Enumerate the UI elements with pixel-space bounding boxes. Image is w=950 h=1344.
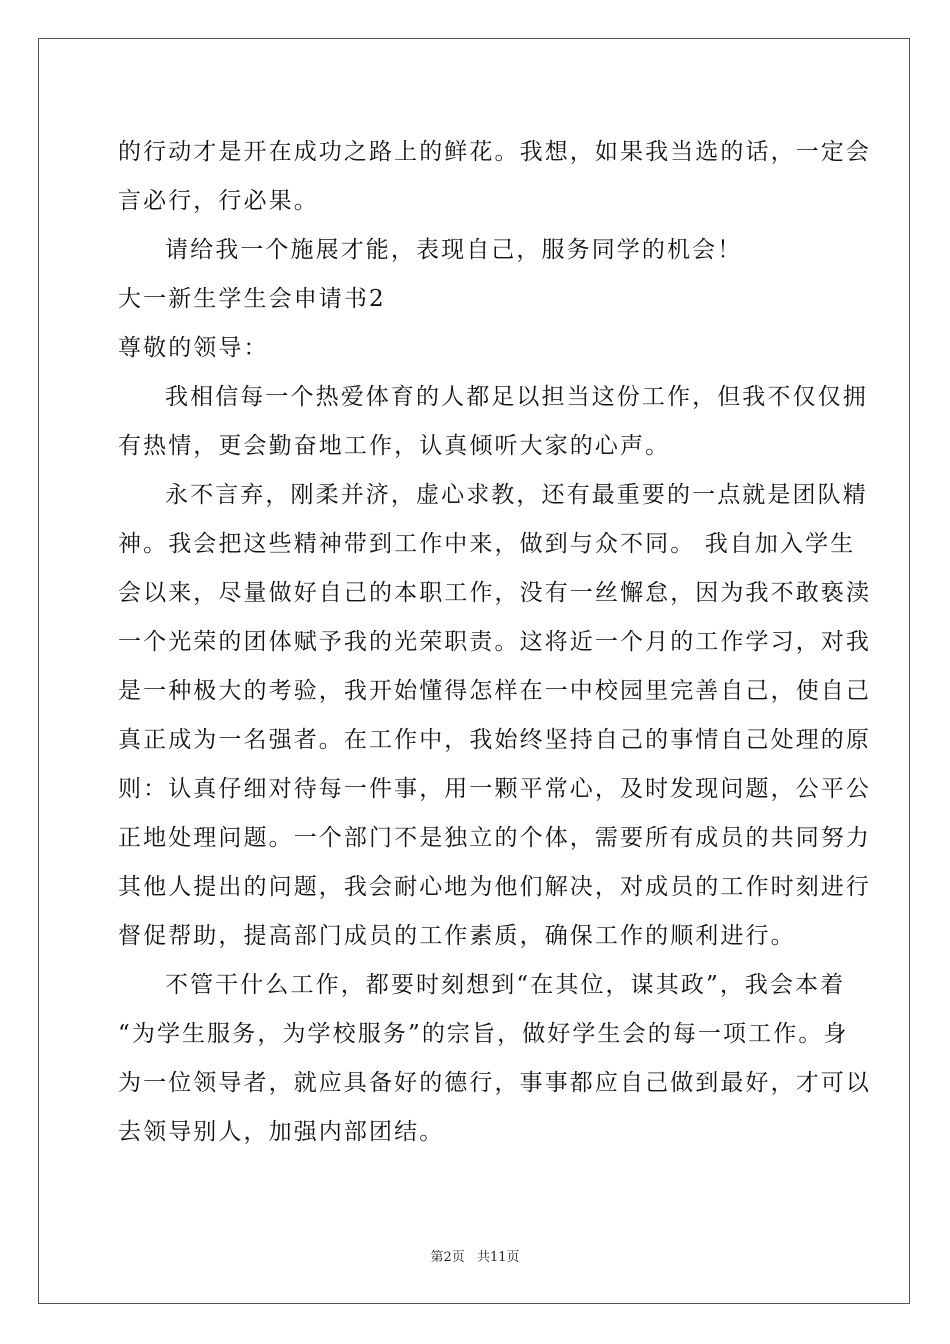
text-line: 为一位领导者，就应具备好的德行，事事都应自己做到最好，才可以 [118, 1070, 871, 1096]
page-footer [0, 1246, 950, 1265]
text-line: 真正成为一名强者。在工作中，我始终坚持自己的事情自己处理的原 [118, 727, 871, 753]
text-line: “为学生服务，为学校服务”的宗旨，做好学生会的每一项工作。身 [118, 1021, 849, 1047]
text-line: 是一种极大的考验，我开始懂得怎样在一中校园里完善自己，使自己 [118, 678, 871, 704]
text-line: 其他人提出的问题，我会耐心地为他们解决，对成员的工作时刻进行 [118, 874, 871, 900]
document-body [118, 128, 871, 1157]
section-title: 大一新生学生会申请书2 [118, 286, 386, 312]
text-line: 言必行，行必果。 [118, 188, 319, 214]
text-line: 会以来，尽量做好自己的本职工作，没有一丝懈怠，因为我不敢亵渎 [118, 580, 871, 606]
text-line: 的行动才是开在成功之路上的鲜花。我想，如果我当选的话，一定会 [118, 139, 871, 165]
salutation: 尊敬的领导： [118, 335, 269, 361]
paragraph-start: 永不言弃，刚柔并济，虚心求教，还有最重要的一点就是团队精 [165, 482, 868, 508]
page-number: 第2页 [430, 1250, 465, 1265]
page-total: 共11页 [476, 1250, 520, 1265]
text-line: 去领导别人，加强内部团结。 [118, 1119, 445, 1145]
paragraph-start: 请给我一个施展才能，表现自己，服务同学的机会！ [165, 237, 743, 263]
text-line: 一个光荣的团体赋予我的光荣职责。这将近一个月的工作学习，对我 [118, 629, 871, 655]
text-line: 正地处理问题。一个部门不是独立的个体，需要所有成员的共同努力 [118, 825, 871, 851]
text-line: 督促帮助，提高部门成员的工作素质，确保工作的顺利进行。 [118, 923, 796, 949]
text-line: 神。我会把这些精神带到工作中来，做到与众不同。 我自加入学生 [118, 531, 856, 557]
paragraph-start: 我相信每一个热爱体育的人都足以担当这份工作，但我不仅仅拥 [165, 384, 868, 410]
paragraph-start: 不管干什么工作，都要时刻想到“在其位，谋其政”，我会本着 [165, 972, 846, 998]
text-line: 有热情，更会勤奋地工作，认真倾听大家的心声。 [118, 433, 671, 459]
text-line: 则：认真仔细对待每一件事，用一颗平常心，及时发现问题，公平公 [118, 776, 871, 802]
